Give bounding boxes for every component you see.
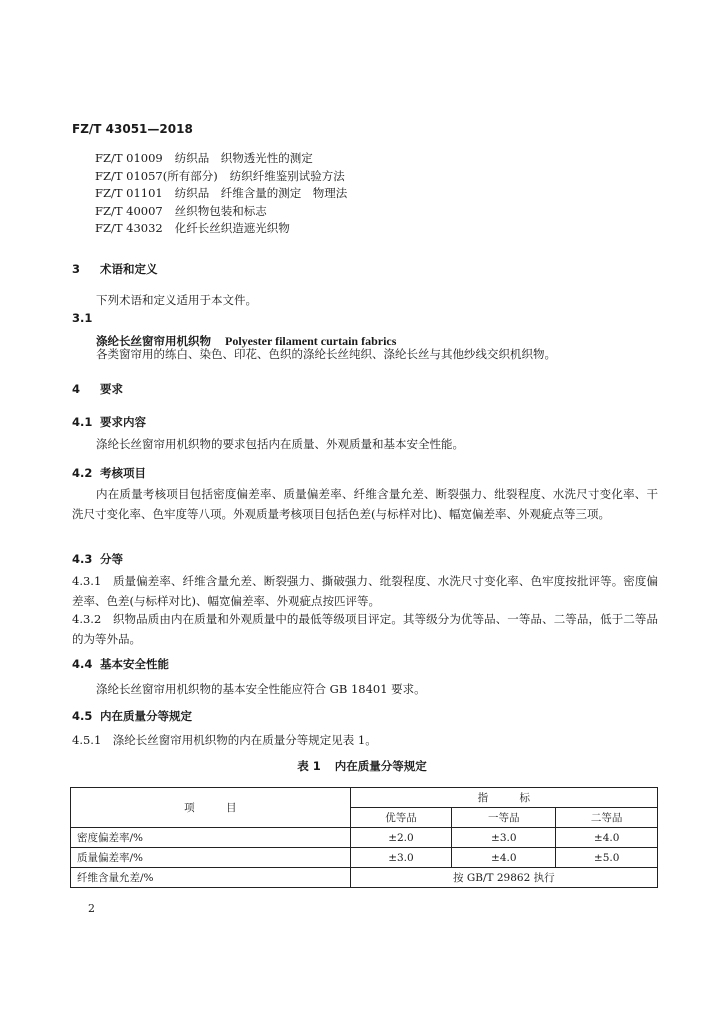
section-4-1-heading <box>72 414 146 430</box>
grade-header: 优等品 <box>350 808 452 828</box>
table-caption <box>0 758 724 774</box>
table-row <box>71 828 658 848</box>
row-value: ±5.0 <box>556 848 658 868</box>
reference-item <box>95 220 347 238</box>
section-number: 4 <box>72 382 81 396</box>
term-chinese: 涤纶长丝窗帘用机织物 <box>96 334 211 348</box>
reference-code: FZ/T 43032 <box>95 221 163 235</box>
reference-title: 纺织品 织物透光性的测定 <box>174 151 313 165</box>
section-number: 3 <box>72 262 81 276</box>
reference-title: 纺织品 纤维含量的测定 物理法 <box>174 186 348 200</box>
row-value: ±4.0 <box>452 848 556 868</box>
reference-item <box>95 185 347 203</box>
row-item: 密度偏差率/% <box>71 828 351 848</box>
table-row <box>71 868 658 888</box>
section-title: 分等 <box>100 552 123 566</box>
table-title: 内在质量分等规定 <box>334 759 427 773</box>
term-english: Polyester filament curtain fabrics <box>225 334 397 348</box>
grade-header: 一等品 <box>452 808 556 828</box>
standard-code: FZ/T 43051—2018 <box>72 122 193 136</box>
section-4-1-text: 涤纶长丝窗帘用机织物的要求包括内在质量、外观质量和基本安全性能。 <box>96 437 464 451</box>
grade-header: 二等品 <box>556 808 658 828</box>
reference-code: FZ/T 01101 <box>95 186 163 200</box>
table-row <box>71 848 658 868</box>
section-4-heading <box>72 381 123 397</box>
row-item: 纤维含量允差/% <box>71 868 351 888</box>
section-number: 4.3 <box>72 552 93 566</box>
table-number: 表 1 <box>297 759 321 773</box>
reference-code: FZ/T 01057(所有部分) <box>95 168 218 183</box>
clause-4-5-1: 4.5.1 涤纶长丝窗帘用机织物的内在质量分等规定见表 1。 <box>72 733 377 747</box>
reference-item <box>95 203 347 221</box>
quality-grade-table <box>70 787 658 888</box>
reference-item <box>95 150 347 168</box>
reference-code: FZ/T 01009 <box>95 151 163 165</box>
clause-4-3-1: 4.3.1 质量偏差率、纤维含量允差、断裂强力、撕破强力、纰裂程度、水洗尺寸变化率、色牢度按批评等。密度偏差率、色差(与标样对比)、幅宽偏差率、外观疵点按匹评等。 <box>72 574 658 608</box>
reference-item <box>95 168 347 186</box>
row-value: ±2.0 <box>350 828 452 848</box>
row-item: 质量偏差率/% <box>71 848 351 868</box>
section-number: 4.2 <box>72 466 93 480</box>
section-4-4-heading <box>72 656 169 672</box>
section-title: 考核项目 <box>100 466 146 480</box>
term-number: 3.1 <box>72 311 93 325</box>
term-definition: 各类窗帘用的练白、染色、印花、色织的涤纶长丝纯织、涤纶长丝与其他纱线交织机织物。 <box>96 347 556 361</box>
section-3-heading <box>72 261 158 277</box>
clause-4-3-2: 4.3.2 织物品质由内在质量和外观质量中的最低等级项目评定。其等级分为优等品、一等品、二等品，低于二等品的为等外品。 <box>72 612 658 646</box>
header-item: 项 目 <box>71 788 351 828</box>
reference-title: 化纤长丝织造遮光织物 <box>174 221 290 235</box>
section-title: 基本安全性能 <box>100 657 169 671</box>
section-title: 要求内容 <box>100 415 146 429</box>
section-number: 4.4 <box>72 657 93 671</box>
header-index: 指 标 <box>350 788 657 808</box>
section-4-2-heading <box>72 465 146 481</box>
table-header-row <box>71 788 658 808</box>
section-4-4-text: 涤纶长丝窗帘用机织物的基本安全性能应符合 GB 18401 要求。 <box>96 682 426 696</box>
page-number: 2 <box>88 902 95 915</box>
section-4-2-text: 内在质量考核项目包括密度偏差率、质量偏差率、纤维含量允差、断裂强力、纰裂程度、水洗尺寸变化率、干洗尺寸变化率、色牢度等八项。外观质量考核项目包括色差(与标样对比)、幅宽偏差率、外观疵点等三项。 <box>72 487 658 521</box>
section-title: 术语和定义 <box>100 262 158 276</box>
section-4-3-heading <box>72 551 123 567</box>
section-number: 4.5 <box>72 709 93 723</box>
reference-code: FZ/T 40007 <box>95 203 163 218</box>
normative-references-list <box>95 150 347 238</box>
section-title: 要求 <box>100 382 123 396</box>
reference-title: 纺织纤维鉴别试验方法 <box>229 168 345 183</box>
row-value: ±4.0 <box>556 828 658 848</box>
section-3-intro: 下列术语和定义适用于本文件。 <box>96 293 257 307</box>
row-value: ±3.0 <box>452 828 556 848</box>
row-value: 按 GB/T 29862 执行 <box>350 868 657 888</box>
section-title: 内在质量分等规定 <box>100 709 192 723</box>
reference-title: 丝织物包装和标志 <box>174 203 267 218</box>
section-number: 4.1 <box>72 415 93 429</box>
section-4-5-heading <box>72 708 192 724</box>
row-value: ±3.0 <box>350 848 452 868</box>
